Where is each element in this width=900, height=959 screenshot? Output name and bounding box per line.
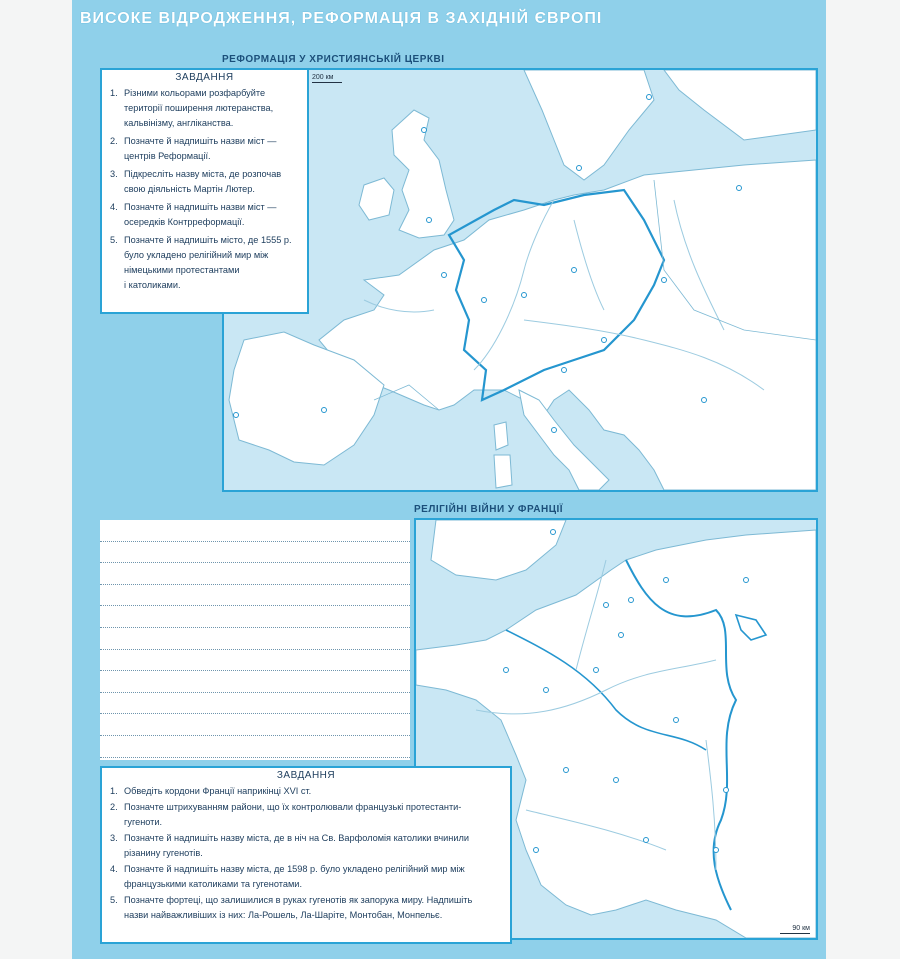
task-text-line: осередків Контрреформації. [124,217,245,227]
task-text-line: назви найважливіших із них: Ла-Рошель, Ла-Шаріте, Монтобан, Монпельє. [124,910,443,920]
task-text-line: було укладено релігійний мир між [124,250,269,260]
city-marker [552,428,557,433]
task-item [110,800,510,830]
city-marker [702,398,707,403]
city-marker [442,273,447,278]
answer-line[interactable] [100,650,410,672]
europe-map[interactable] [222,68,818,492]
city-marker [322,408,327,413]
map2-scale-label: 90 км [792,925,810,932]
task-text-line: і католиками. [124,280,181,290]
page-title: ВИСОКЕ ВІДРОДЖЕННЯ, РЕФОРМАЦІЯ В ЗАХІДНІЙ ЄВРОПІ [80,10,603,27]
map2-title: РЕЛІГІЙНІ ВІЙНИ У ФРАНЦІЇ [414,504,564,515]
answer-lines[interactable] [100,520,410,760]
task-text-line: кальвінізму, англіканства. [124,118,234,128]
task-text-line: свою діяльність Мартін Лютер. [124,184,255,194]
task-item [110,233,307,293]
task-item [110,167,307,197]
city-marker [629,598,634,603]
sardinia [494,455,512,488]
city-marker [594,668,599,673]
answer-line[interactable] [100,563,410,585]
city-marker [482,298,487,303]
task-number: 5. [110,895,118,905]
map2-task-box [100,766,512,944]
task-number: 3. [110,833,118,843]
task-text-line: різанину гугенотів. [124,848,203,858]
city-marker [604,603,609,608]
map2-task-heading: ЗАВДАННЯ [276,770,336,781]
city-marker [551,530,556,535]
task-text-line: гугеноти. [124,817,163,827]
task-text-line: Позначте й надпишіть місто, де 1555 р. [124,235,292,245]
map2-scalebar [780,925,810,934]
task-item [110,86,307,131]
answer-line[interactable] [100,693,410,715]
city-marker [544,688,549,693]
answer-line[interactable] [100,714,410,736]
task-text-line: Позначте й надпишіть назву міста, де 1598 р. було укладено релігійний мир між [124,864,465,874]
answer-line[interactable] [100,542,410,564]
task-text-line: центрів Реформації. [124,151,211,161]
task-text-line: Підкресліть назву міста, де розпочав [124,169,282,179]
task-text-line: Позначте й надпишіть назву міста, де в ніч на Св. Варфоломія католики вчинили [124,833,470,843]
city-marker [674,718,679,723]
task-number: 4. [110,202,118,212]
task-number: 1. [110,786,118,796]
map1-task-box [100,68,309,314]
city-marker [714,848,719,853]
map1-scale-line [312,82,342,83]
city-marker [522,293,527,298]
task-number: 2. [110,802,118,812]
page-header [80,10,820,38]
map1-task-list [102,86,307,293]
city-marker [724,788,729,793]
task-text-line: французькими католиками та гугенотами. [124,879,302,889]
city-marker [534,848,539,853]
task-text-line: Позначте й надпишіть назви міст — [124,202,277,212]
city-marker [644,838,649,843]
answer-line[interactable] [100,585,410,607]
city-marker [664,578,669,583]
task-item [110,831,510,861]
europe-map-drawing [224,70,816,490]
city-marker [562,368,567,373]
map1-scalebar [312,74,342,83]
task-text-line: Позначте штрихуванням райони, що їх контролювали французькі протестанти- [124,802,462,812]
task-number: 3. [110,169,118,179]
answer-line[interactable] [100,671,410,693]
task-item [110,862,510,892]
answer-line[interactable] [100,606,410,628]
task-text-line: Позначте й надпишіть назви міст — [124,136,277,146]
task-number: 1. [110,88,118,98]
task-item [110,200,307,230]
map1-task-heading: ЗАВДАННЯ [175,72,234,83]
task-text-line: німецькими протестантами [124,265,240,275]
task-text-line: Різними кольорами розфарбуйте [124,88,266,98]
task-item [110,893,510,923]
task-number: 2. [110,136,118,146]
city-marker [427,218,432,223]
map2-scale-line [780,933,810,934]
city-marker [662,278,667,283]
answer-line[interactable] [100,736,410,758]
task-text-line: Обведіть кордони Франції наприкінці XVI ст. [124,786,312,796]
city-marker [647,95,652,100]
answer-line[interactable] [100,628,410,650]
task-item [110,134,307,164]
task-number: 5. [110,235,118,245]
city-marker [737,186,742,191]
city-marker [614,778,619,783]
task-text-line: території поширення лютеранства, [124,103,274,113]
city-marker [504,668,509,673]
city-marker [234,413,239,418]
task-item [110,784,510,799]
corsica [494,422,508,450]
city-marker [572,268,577,273]
task-text-line: Позначте фортеці, що залишилися в руках гугенотів як запорука миру. Надпишіть [124,895,473,905]
map2-task-list [102,784,510,923]
city-marker [422,128,427,133]
map1-scale-label: 200 км [312,74,334,81]
task-number: 4. [110,864,118,874]
city-marker [619,633,624,638]
answer-line[interactable] [100,520,410,542]
city-marker [564,768,569,773]
map1-title: РЕФОРМАЦІЯ У ХРИСТИЯНСЬКІЙ ЦЕРКВІ [222,54,445,65]
city-marker [577,166,582,171]
city-marker [602,338,607,343]
city-marker [744,578,749,583]
